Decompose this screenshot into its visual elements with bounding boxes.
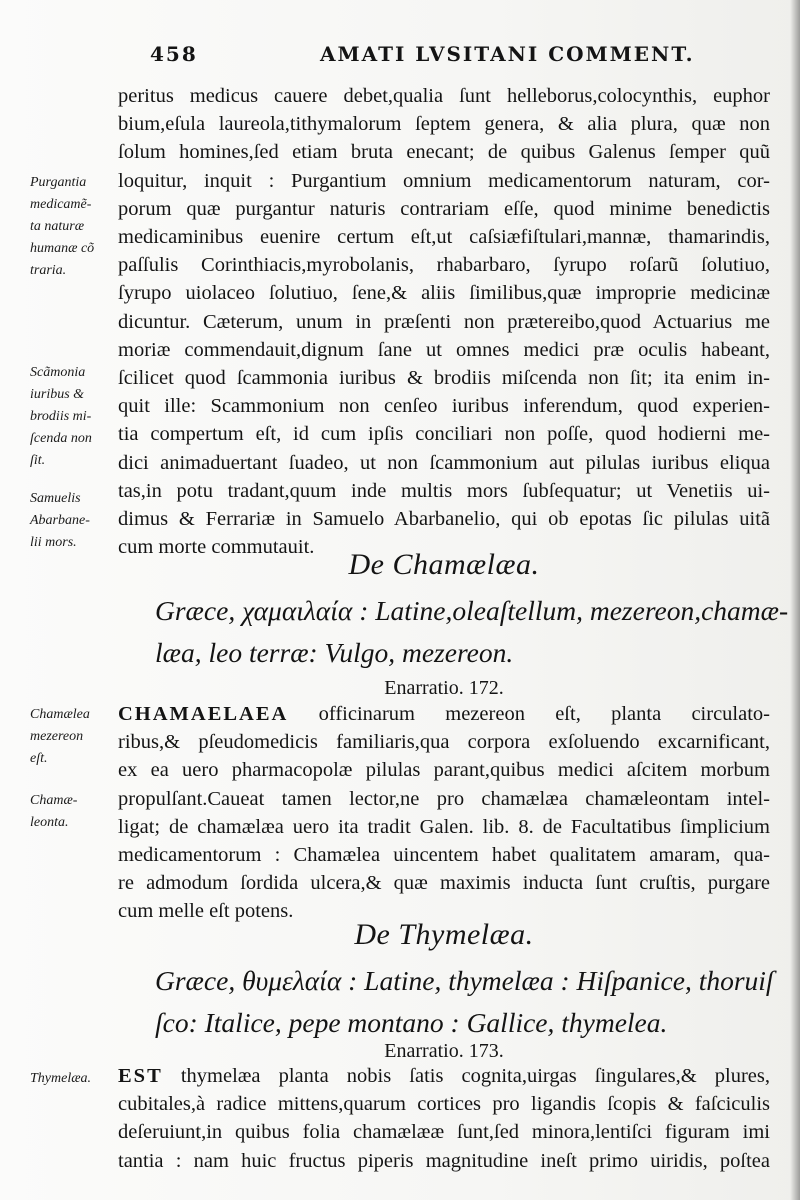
synonym-line: ſco: Italice, pepe montano : Gallice, thymelea. — [155, 1007, 668, 1038]
margin-note-chamaelea — [30, 704, 118, 770]
margin-note-purgantia — [30, 172, 118, 282]
text-line: bium,eſula laureola,tithymalorum ſeptem genera, & alia plura, quæ non — [118, 113, 770, 136]
section-heading-thymelaea: De Thymelæa. — [354, 918, 534, 951]
lead-word: CHAMAELAEA — [118, 703, 289, 725]
text-line: thymelæa planta nobis ſatis cognita,uirgas ſingulares,& plures, — [162, 1065, 770, 1087]
text-line: medicamentorum : Chamælea uincentem habet qualitatem amaram, qua- — [118, 844, 770, 867]
margin-line: traria. — [30, 263, 67, 278]
text-line: cum morte commutauit. — [118, 536, 315, 559]
margin-line: Samuelis — [30, 491, 81, 506]
text-line: dicuntur. Cæterum, unum in præſenti non prætereibo,quod Actuarius me — [118, 310, 770, 333]
page-header — [150, 42, 770, 72]
synonyms-thymelaea — [155, 960, 775, 1044]
synonym-line: Græce, θυμελαία : Latine, thymelæa : Hiſpanice, thoruiſ — [155, 965, 774, 996]
text-line: ribus,& pſeudomedicis familiaris,qua corpora exſoluendo excarnificant, — [118, 731, 770, 754]
text-line: tantia : nam huic fructus piperis magnitudine ineſt primo uiridis, poſtea — [118, 1149, 770, 1172]
text-line: porum quæ purgantur naturis contrariam eſſe, quod minime benedictis — [118, 197, 770, 220]
page-edge-shadow — [790, 0, 800, 1200]
text-line: cubitales,à radice mittens,quarum cortices pro ligandis ſcopis & faſciculis — [118, 1093, 770, 1116]
margin-line: Thymelæa. — [30, 1071, 92, 1086]
enarratio-173: Enarratio. 173. — [384, 1040, 504, 1062]
text-line: cum melle eſt potens. — [118, 900, 294, 923]
margin-line: lii mors. — [30, 535, 77, 550]
margin-line: Scãmonia — [30, 365, 86, 380]
text-line: paſſulis Corinthiacis,myrobolanis, rhabarbaro, ſyrupo roſarũ ſolutiuo, — [118, 254, 770, 277]
text-line: ex ea uero pharmacopolæ pilulas parant,quibus medici aſcitem morbum — [118, 759, 770, 782]
text-line: dimus & Ferrariæ in Samuelo Abarbanelio, qui ob epotas ſic pilulas uitã — [118, 508, 770, 531]
margin-line: Purgantia — [30, 175, 87, 190]
enarratio-172: Enarratio. 172. — [384, 677, 504, 699]
margin-line: Chamæ- — [30, 793, 78, 808]
margin-line: ſit. — [30, 453, 46, 468]
lead-word: EST — [118, 1065, 163, 1087]
body-text-thymelaea — [118, 1062, 770, 1175]
text-line: officinarum mezereon eſt, planta circulato- — [288, 703, 770, 725]
synonym-line: læa, leo terræ: Vulgo, mezereon. — [155, 637, 514, 668]
margin-line: eſt. — [30, 751, 48, 766]
margin-line: iuribus & — [30, 387, 85, 402]
text-line: medicaminibus euenire certum eſt,ut caſsiæfiſtulari,mannæ, thamarindis, — [118, 226, 770, 249]
text-line: ſolum homines,ſed etiam bruta enecant; de quibus Galenus ſemper quũ — [118, 141, 770, 164]
margin-note-scammonia — [30, 362, 118, 472]
text-line: quit ille: Scammonium non cenſeo iuribus inferendum, quod experien- — [118, 395, 770, 418]
text-line: moriæ commendauit,dignum ſane ut omnes medici præ oculis habeant, — [118, 338, 770, 361]
margin-line: medicamẽ- — [30, 197, 92, 212]
text-line: propulſant.Caueat tamen lector,ne pro chamælæa chamæleontam intel- — [118, 787, 770, 810]
text-line: loquitur, inquit : Purgantium omnium medicamentorum naturam, cor- — [118, 169, 770, 192]
text-line: tia compertum eſt, id cum ipſis conciliari non poſſe, quod hodierni me- — [118, 423, 770, 446]
synonyms-chamaelaea — [155, 590, 789, 674]
text-line: peritus medicus cauere debet,qualia ſunt helleborus,colocynthis, euphor — [118, 85, 770, 107]
text-line: re admodum ſordida ulcera,& quæ maximis inducta ſunt cruſtis, purgare — [118, 872, 770, 895]
margin-line: humanæ cõ — [30, 241, 95, 256]
running-head: AMATI LVSITANI COMMENT. — [320, 42, 695, 66]
margin-line: Chamælea — [30, 707, 90, 722]
margin-line: Abarbane- — [30, 513, 90, 528]
margin-note-thymelaea — [30, 1068, 118, 1090]
margin-note-chamaeleonta — [30, 790, 118, 834]
section-heading-chamaelaea: De Chamælæa. — [348, 548, 540, 581]
text-line: ſyrupo uiolaceo ſolutiuo, ſene,& aliis ſimilibus,quæ improprie medicinæ — [118, 282, 770, 305]
margin-line: leonta. — [30, 815, 69, 830]
body-text-chamaelaea — [118, 700, 770, 926]
margin-line: ſcenda non — [30, 431, 92, 446]
margin-note-samuelis — [30, 488, 118, 554]
margin-line: ta naturæ — [30, 219, 85, 234]
text-line: ſcilicet quod ſcammonia iuribus & brodiis miſcenda non ſit; ita enim in- — [118, 367, 770, 390]
text-line: dici animaduertant ſuadeo, ut non ſcammonium aut pilulas iuribus eliqua — [118, 451, 770, 474]
page-number: 458 — [150, 42, 198, 66]
text-line: deſeruiunt,in quibus folia chamælææ ſunt,ſed minora,lentiſci figuram imi — [118, 1121, 770, 1144]
text-line: tas,in potu tradant,quum inde multis mors ſubſequatur; ut Venetiis ui- — [118, 479, 770, 502]
body-text-block-1 — [118, 82, 770, 561]
margin-line: brodiis mi- — [30, 409, 92, 424]
margin-line: mezereon — [30, 729, 84, 744]
text-line: ligat; de chamælæa uero ita tradit Galen. lib. 8. de Facultatibus ſimplicium — [118, 815, 770, 838]
synonym-line: Græce, χαμαιλαία : Latine,oleaſtellum, mezereon,chamæ- — [155, 595, 789, 626]
